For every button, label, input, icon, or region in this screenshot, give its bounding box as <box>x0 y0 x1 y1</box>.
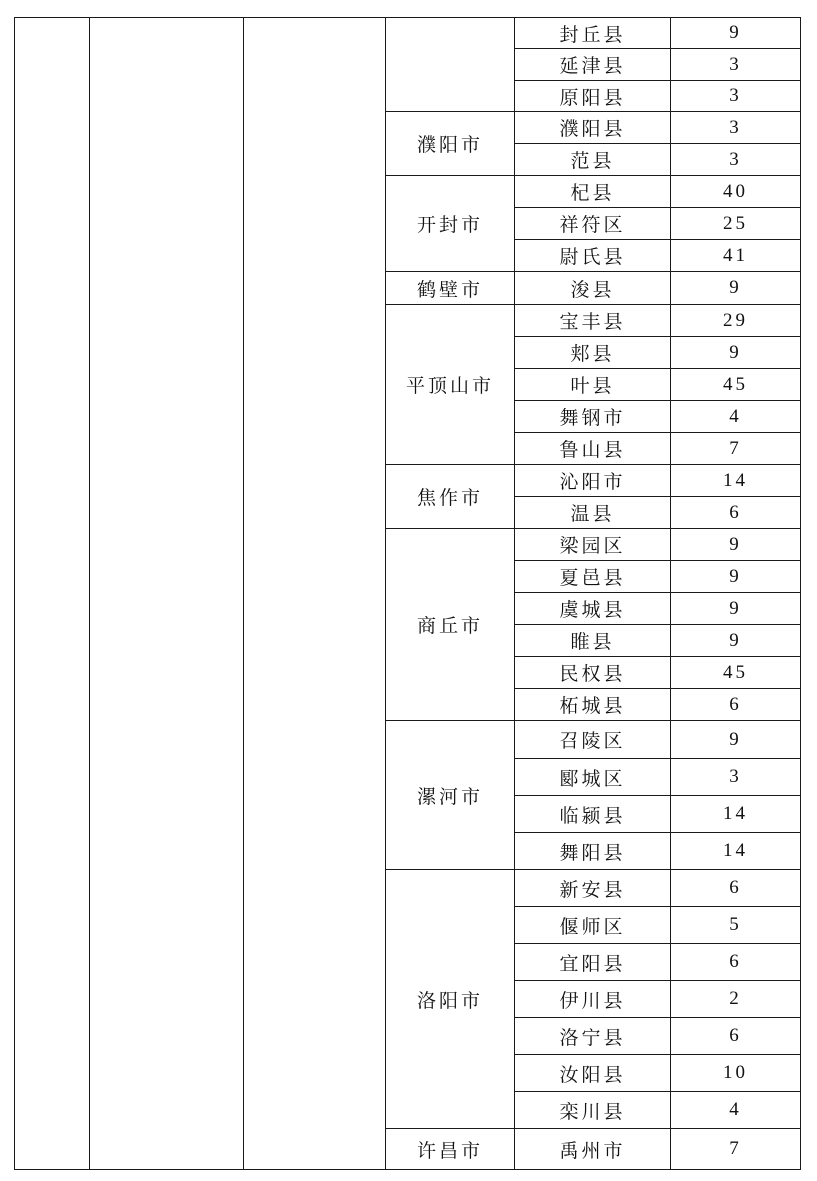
county-cell: 临颍县 <box>515 796 671 833</box>
city-cell: 漯河市 <box>386 721 515 870</box>
value-cell: 9 <box>671 272 801 305</box>
value-cell: 9 <box>671 625 801 657</box>
county-cell: 民权县 <box>515 657 671 689</box>
city-cell: 开封市 <box>386 176 515 272</box>
value-cell: 6 <box>671 1018 801 1055</box>
county-cell: 沁阳市 <box>515 465 671 497</box>
county-cell: 舞阳县 <box>515 833 671 870</box>
county-cell: 郾城区 <box>515 759 671 796</box>
county-cell: 郏县 <box>515 337 671 369</box>
county-cell: 范县 <box>515 144 671 176</box>
value-cell: 3 <box>671 49 801 81</box>
city-cell: 商丘市 <box>386 529 515 721</box>
value-cell: 5 <box>671 907 801 944</box>
value-cell: 14 <box>671 796 801 833</box>
city-cell: 平顶山市 <box>386 305 515 465</box>
table-body <box>15 18 801 1170</box>
county-cell: 宝丰县 <box>515 305 671 337</box>
value-cell: 14 <box>671 833 801 870</box>
value-cell: 3 <box>671 759 801 796</box>
city-cell: 焦作市 <box>386 465 515 529</box>
value-cell: 3 <box>671 81 801 112</box>
city-cell: 许昌市 <box>386 1129 515 1170</box>
county-cell: 偃师区 <box>515 907 671 944</box>
county-cell: 濮阳县 <box>515 112 671 144</box>
city-cell: 鹤壁市 <box>386 272 515 305</box>
county-cell: 禹州市 <box>515 1129 671 1170</box>
county-cell: 浚县 <box>515 272 671 305</box>
county-cell: 祥符区 <box>515 208 671 240</box>
county-cell: 杞县 <box>515 176 671 208</box>
value-cell: 3 <box>671 144 801 176</box>
county-cell: 梁园区 <box>515 529 671 561</box>
value-cell: 6 <box>671 689 801 721</box>
value-cell: 14 <box>671 465 801 497</box>
county-cell: 尉氏县 <box>515 240 671 272</box>
value-cell: 9 <box>671 337 801 369</box>
value-cell: 9 <box>671 593 801 625</box>
county-cell: 舞钢市 <box>515 401 671 433</box>
county-cell: 栾川县 <box>515 1092 671 1129</box>
value-cell: 9 <box>671 529 801 561</box>
county-cell: 汝阳县 <box>515 1055 671 1092</box>
value-cell: 45 <box>671 657 801 689</box>
value-cell: 41 <box>671 240 801 272</box>
value-cell: 3 <box>671 112 801 144</box>
county-cell: 洛宁县 <box>515 1018 671 1055</box>
city-cell: 濮阳市 <box>386 112 515 176</box>
value-cell: 29 <box>671 305 801 337</box>
value-cell: 4 <box>671 401 801 433</box>
county-cell: 虞城县 <box>515 593 671 625</box>
value-cell: 2 <box>671 981 801 1018</box>
value-cell: 9 <box>671 721 801 759</box>
county-cell: 柘城县 <box>515 689 671 721</box>
value-cell: 4 <box>671 1092 801 1129</box>
county-cell: 召陵区 <box>515 721 671 759</box>
county-cell: 睢县 <box>515 625 671 657</box>
value-cell: 6 <box>671 497 801 529</box>
county-cell: 叶县 <box>515 369 671 401</box>
table-row <box>15 18 801 49</box>
col-1-blank-cell <box>15 18 90 1170</box>
county-cell: 延津县 <box>515 49 671 81</box>
value-cell: 10 <box>671 1055 801 1092</box>
value-cell: 7 <box>671 433 801 465</box>
value-cell: 9 <box>671 18 801 49</box>
county-cell: 宜阳县 <box>515 944 671 981</box>
county-cell: 鲁山县 <box>515 433 671 465</box>
county-cell: 原阳县 <box>515 81 671 112</box>
county-cell: 封丘县 <box>515 18 671 49</box>
value-cell: 6 <box>671 870 801 907</box>
city-cell <box>386 18 515 112</box>
value-cell: 9 <box>671 561 801 593</box>
col-2-blank-cell <box>90 18 244 1170</box>
data-table <box>14 17 801 1170</box>
value-cell: 25 <box>671 208 801 240</box>
value-cell: 45 <box>671 369 801 401</box>
city-cell: 洛阳市 <box>386 870 515 1129</box>
value-cell: 7 <box>671 1129 801 1170</box>
county-cell: 新安县 <box>515 870 671 907</box>
county-cell: 温县 <box>515 497 671 529</box>
col-3-blank-cell <box>244 18 386 1170</box>
county-cell: 夏邑县 <box>515 561 671 593</box>
value-cell: 6 <box>671 944 801 981</box>
county-cell: 伊川县 <box>515 981 671 1018</box>
value-cell: 40 <box>671 176 801 208</box>
